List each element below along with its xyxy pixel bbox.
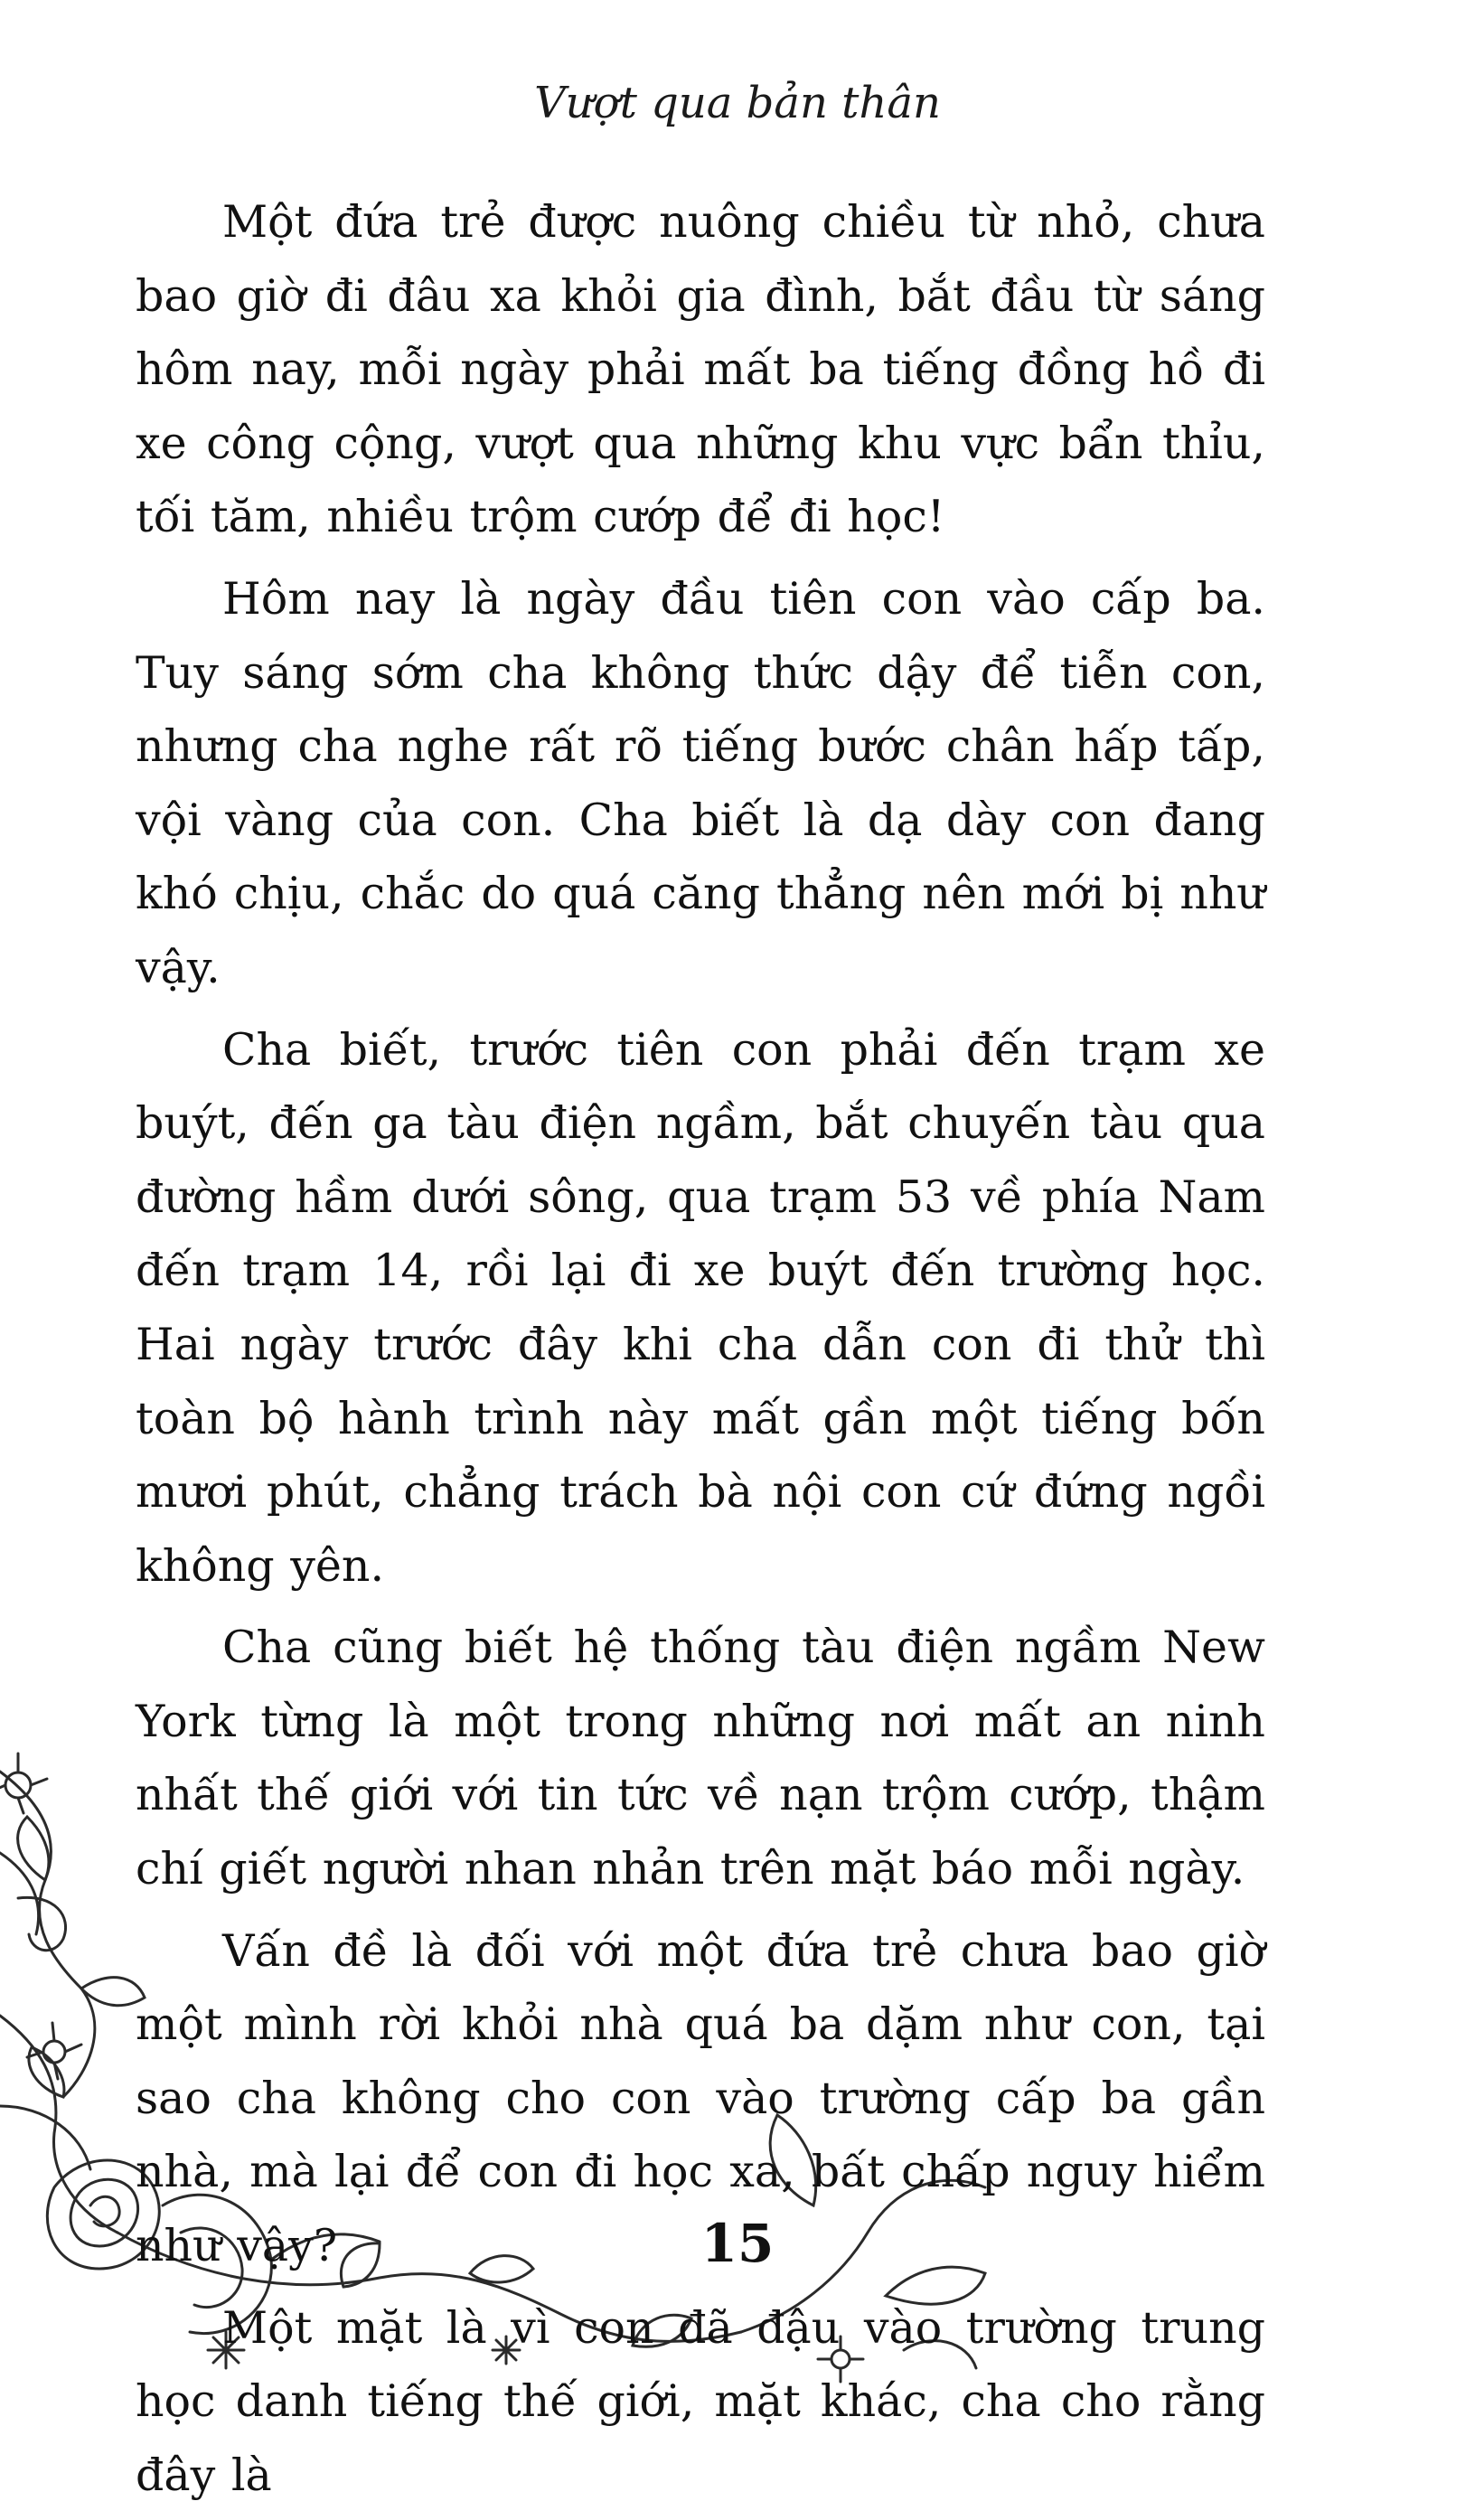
- running-title: Vượt qua bản thân: [534, 78, 941, 128]
- paragraph: Một mặt là vì con đã đậu vào trường trung học danh tiếng thế giới, mặt khác, cha cho rằng đây là: [136, 2301, 1265, 2501]
- paragraph: Vấn đề là đối với một đứa trẻ chưa bao giờ một mình rời khỏi nhà quá ba dặm như con, tại sao cha không cho con vào trường cấp ba gần nhà, mà lại để con đi học xa, bất chấp nguy hiểm như vậy?: [136, 1924, 1265, 2272]
- paragraph: Hôm nay là ngày đầu tiên con vào cấp ba. Tuy sáng sớm cha không thức dậy để tiễn con, nhưng cha nghe rất rõ tiếng bước chân hấp tấp, vội vàng của con. Cha biết là dạ dày con đang khó chịu, chắc do quá căng thẳng nên mới bị như vậy.: [136, 572, 1265, 993]
- page-number: 15: [700, 2213, 775, 2274]
- body-text: [136, 185, 1265, 2520]
- paragraph: Cha biết, trước tiên con phải đến trạm xe buýt, đến ga tàu điện ngầm, bắt chuyến tàu qua đường hầm dưới sông, qua trạm 53 về phía Nam đến trạm 14, rồi lại đi xe buýt đến trường học. Hai ngày trước đây khi cha dẫn con đi thử thì toàn bộ hành trình này mất gần một tiếng bốn mươi phút, chẳng trách bà nội con cứ đứng ngồi không yên.: [136, 1023, 1265, 1592]
- paragraph: Cha cũng biết hệ thống tàu điện ngầm New York từng là một trong những nơi mất an ninh nhất thế giới với tin tức về nạn trộm cướp, thậm chí giết người nhan nhản trên mặt báo mỗi ngày.: [136, 1622, 1265, 1895]
- paragraph: Một đứa trẻ được nuông chiều từ nhỏ, chưa bao giờ đi đâu xa khỏi gia đình, bắt đầu từ sáng hôm nay, mỗi ngày phải mất ba tiếng đồng hồ đi xe công cộng, vượt qua những khu vực bẩn thỉu, tối tăm, nhiều trộm cướp để đi học!: [136, 196, 1265, 543]
